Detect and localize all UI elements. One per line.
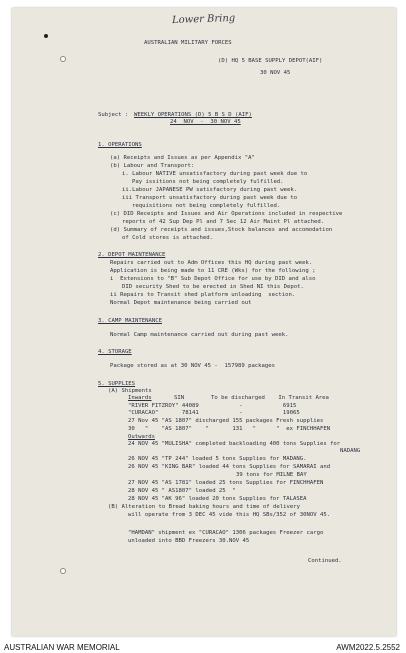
- doc-line-s1-b-i2: Pay issitions not being completely fulfilled.: [132, 179, 284, 185]
- doc-line-s5-r4: 30 " "AS 1807" " 131 " " ex FINCHHAFEN: [128, 426, 331, 432]
- doc-line-s1-c: (c) DID Receipts and Issues and Air Operations included in respective: [110, 211, 343, 217]
- doc-line-s4-title: 4. STORAGE: [98, 349, 132, 355]
- doc-line-s2-1: Repairs carried out to Adm Offices this HQ during past week.: [110, 260, 313, 266]
- doc-line-s5-inwards: Inwards: [128, 395, 152, 401]
- doc-line-s5-r2: "CURACAO" 78141 - 19065: [128, 410, 300, 416]
- doc-line-s2-i: i Extensions to "B" Sub Depot Office for use by DID and also: [110, 276, 316, 282]
- doc-line-subject-label: Subject :: [98, 112, 129, 118]
- doc-line-subject-dates: 24 NOV - 30 NOV 45: [170, 119, 241, 125]
- doc-line-s5-a: (A) Shipments: [108, 388, 152, 394]
- doc-line-s3-title: 3. CAMP MAINTENANCE: [98, 318, 162, 324]
- doc-line-s3-1: Normal Camp maintenance carried out during past week.: [110, 332, 289, 338]
- punch-hole-top: [60, 56, 66, 62]
- doc-line-s5-o3: 26 NOV 45 "KING BAR" loaded 44 tons Supplies for SAMARAI and: [128, 464, 331, 470]
- doc-line-s2-i2: DID security Shed to be erected in Shed NI this Depot.: [122, 284, 304, 290]
- doc-line-s5-o2: 26 NOV 45 "TP 244" loaded 5 tons Supplies for MADANG.: [128, 456, 307, 462]
- doc-line-s1-b: (b) Labour and Transport:: [110, 163, 195, 169]
- doc-line-s1-b-iii2: requisitions not being completely fulfilled.: [132, 203, 281, 209]
- punch-hole-bottom: [60, 568, 66, 574]
- doc-line-s1-b-i: i. Labour NATIVE unsatisfactory during past week due to: [122, 171, 308, 177]
- doc-line-s5-c2: unloaded into BBD Freezers 30.NOV 45: [128, 538, 250, 544]
- doc-line-s1-title: 1. OPERATIONS: [98, 142, 142, 148]
- doc-line-s5-r3: 27 Nov 45 "AS 1807" discharged 155 packages Fresh supplies: [128, 418, 324, 424]
- doc-line-s5-c1: "HAMDAN" shipment ex "CURACAO" 1306 packages Freezer cargo: [128, 530, 324, 536]
- doc-line-s1-d2: of Cold stores is attached.: [122, 235, 213, 241]
- doc-line-s5-o3b: 39 tons for MILNE BAY: [236, 472, 307, 478]
- doc-line-s2-ii: ii Repairs to Transit shed platform unloading section.: [110, 292, 296, 298]
- doc-line-s5-title: 5. SUPPLIES: [98, 381, 136, 387]
- doc-line-subject-title: WEEKLY OPERATIONS (D) 5 B S D (AIF): [134, 112, 252, 118]
- doc-line-continued: Continued.: [308, 558, 342, 564]
- doc-line-s2-3: Normal Depot maintenance being carried out: [110, 300, 252, 306]
- doc-line-s5-o1: 24 NOV 45 "MULISHA" completed backloading 400 tons Supplies for: [128, 441, 341, 447]
- doc-line-header-unit: (D) HQ 5 BASE SUPPLY DEPOT(AIF): [218, 58, 323, 64]
- doc-line-s5-hdr: SIN To be discharged In Transit Area: [174, 395, 329, 401]
- doc-line-s5-b: (B) Alteration to Bread baking hours and time of delivery: [108, 504, 300, 510]
- doc-line-header-date: 30 NOV 45: [260, 70, 291, 76]
- doc-line-s5-o6: 28 NOV 45 "AK 96" loaded 20 tons Supplies for TALASEA: [128, 496, 307, 502]
- footer-id: AWM2022.5.2552: [336, 643, 400, 652]
- doc-line-s1-b-ii: ii.Labour JAPANESE PW satisfactory during past week.: [122, 187, 298, 193]
- doc-line-s4-1: Package stored as at 30 NOV 45 - 157989 packages: [110, 363, 276, 369]
- doc-line-s5-b2: will operate from 3 DEC 45 vide this HQ SBs/352 of 30NOV 45.: [128, 512, 331, 518]
- doc-line-s1-b-iii: iii Transport unsatisfactory during past week due to: [122, 195, 298, 201]
- doc-line-header-org: AUSTRALIAN MILITARY FORCES: [144, 40, 232, 46]
- doc-line-s1-c2: reports of 42 Sup Dep Pl and 7 Sec 12 Air Maint Pl attached.: [122, 219, 325, 225]
- ink-mark: [44, 34, 48, 38]
- doc-line-s5-outwards: Outwards: [128, 434, 155, 440]
- handwritten-note: Lower Bring: [171, 12, 236, 27]
- doc-line-s5-o1b: NADANG: [340, 448, 361, 454]
- doc-line-s2-title: 2. DEPOT MAINTENANCE: [98, 252, 166, 258]
- doc-line-s1-a: (a) Receipts and Issues as per Appendix "A": [110, 155, 255, 161]
- doc-line-s1-d: (d) Summary of receipts and issues,Stock balances and accomodation: [110, 227, 333, 233]
- doc-line-s5-o4: 27 NOV 45 "AS 1781" loaded 25 tons Supplies for FINCHHAFEN: [128, 480, 324, 486]
- doc-line-s5-o5: 28 NOV 45 " AS1807" loaded 25 ": [128, 488, 236, 494]
- footer-source: AUSTRALIAN WAR MEMORIAL: [4, 643, 120, 652]
- doc-line-s5-r1: "RIVER FITZROY" 44089 - 6915: [128, 403, 297, 409]
- doc-line-s2-2: Application is being made to 11 CRE (Wks) for the following ;: [110, 268, 316, 274]
